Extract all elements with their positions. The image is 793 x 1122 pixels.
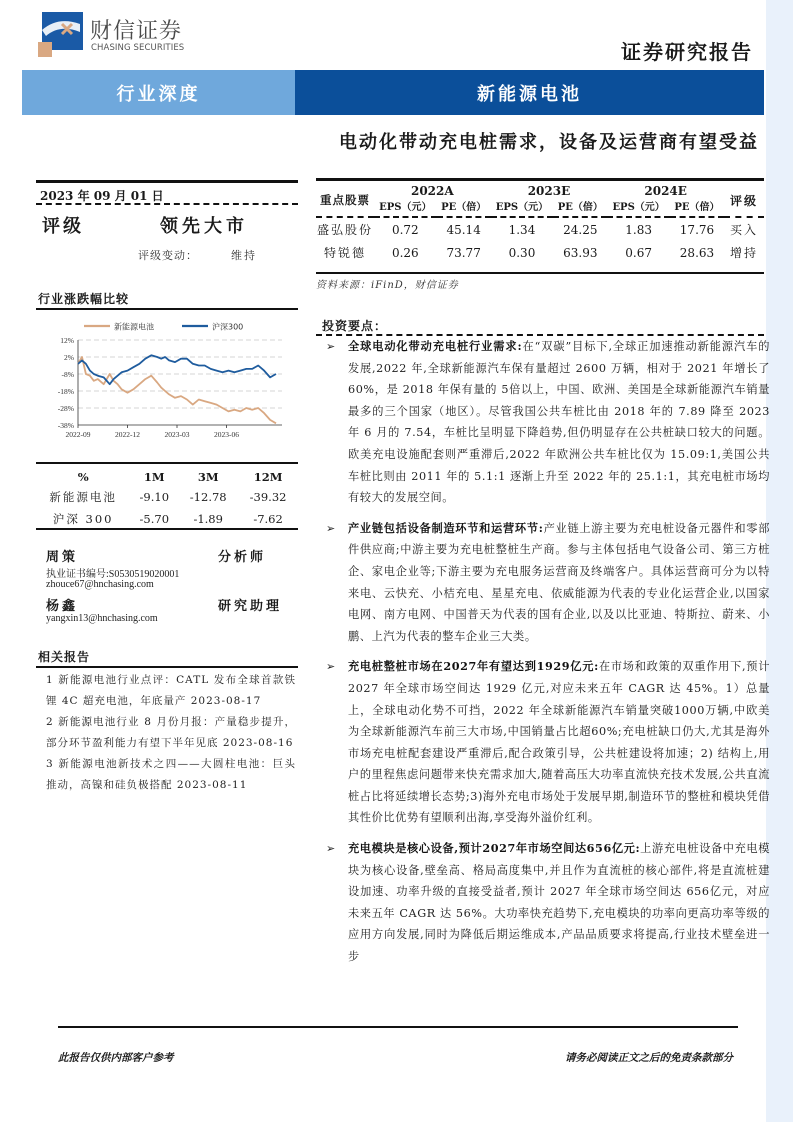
analyst-email[interactable]: yangxin13@hnchasing.com — [46, 613, 158, 624]
rating-label: 评级 — [42, 216, 84, 237]
table-row — [36, 486, 298, 508]
divider — [316, 272, 764, 274]
arrow-bullet-icon: ➢ — [326, 842, 336, 856]
performance-chart — [36, 318, 298, 443]
sub-header: EPS（元） — [612, 202, 665, 213]
cell-1m: -5.70 — [139, 512, 170, 526]
logo-mark-icon — [38, 12, 83, 57]
divider — [36, 666, 298, 668]
table-row — [36, 508, 298, 530]
analyst-license: 执业证书编号:S0530519020001 — [46, 569, 180, 580]
y-tick-label: -8% — [61, 370, 74, 379]
point-heading: 充电模块是核心设备,预计2027年市场空间达656亿元: — [348, 841, 641, 856]
cell: 1.83 — [625, 222, 652, 237]
analyst-name: 杨鑫 — [46, 599, 79, 614]
report-headline: 电动化带动充电桩需求，设备及运营商有望受益 — [339, 132, 759, 153]
table-subheader-row — [316, 198, 764, 217]
cell: 17.76 — [679, 222, 715, 237]
table-row — [316, 241, 764, 264]
cell: 0.26 — [391, 245, 419, 260]
divider — [36, 528, 298, 530]
cell-1m: -9.10 — [139, 490, 170, 504]
legend-label: 沪深300 — [212, 322, 244, 332]
col-header: 3M — [197, 470, 219, 484]
related-reports-list — [46, 670, 296, 796]
rating-value: 领先大市 — [160, 216, 248, 237]
cell-12m: -7.62 — [253, 512, 283, 526]
arrow-bullet-icon: ➢ — [326, 521, 336, 535]
sub-header: EPS（元） — [379, 202, 432, 213]
row-name: 沪深 300 — [52, 512, 114, 526]
investment-point — [316, 518, 770, 648]
y-tick-label: -28% — [57, 404, 74, 413]
cell: 24.25 — [563, 222, 598, 237]
sub-header: PE（倍） — [674, 202, 720, 213]
rating-change-label: 评级变动： — [138, 249, 198, 262]
stock-name: 特锐德 — [323, 246, 366, 260]
year-header: 2022A — [410, 184, 454, 198]
cell-3m: -1.89 — [193, 512, 223, 526]
analyst-role: 分析师 — [218, 550, 267, 565]
year-header: 2024E — [644, 184, 687, 198]
performance-table — [36, 464, 298, 530]
x-tick-label: 2022-12 — [115, 430, 140, 439]
point-body: 在“双碳”目标下,全球正加速推动新能源汽车的发展,2022 年,全球新能源汽车保有量超过 2600 万辆，相对于 2021 年增长了 60%，是 2018 年保有量的 5倍以上，中国、欧洲、美国是全球新能源汽车销量最多的三个国家（地区）。尽管我国公共车桩比由 2018 年的 7.89 降至 2023 年 6 月的 7.54，车桩比呈明显下降趋势,但仍明显存在公共桩缺口较大的问题。欧美充电设施配套则严重滞后,2022 年欧洲公共车桩比仅为 15.09:1,美国公共车桩比则由 2011 年的 5.1:1 逐渐上升至 2022 年的 25.1:1，其充电桩市场均有较大的发展空间。 — [348, 340, 770, 505]
year-header: 2023E — [527, 184, 571, 198]
cell: 0.67 — [625, 245, 652, 260]
stock-rating: 增持 — [729, 246, 758, 260]
point-body: 在市场和政策的双重作用下,预计 2027 年全球市场空间达 1929 亿元,对应未来五年 CAGR 达 45%。1）总量上，全球电动化势不可挡，2022 年全球新能源汽车销量突破1000万辆,中欧美为全球新能源汽车前三大市场,中国销量占比超60%;充电桩缺口仍大,尤其是海外市场充电桩配套建设严重滞后,配合政策引导，公共桩建设将加速；2) 结构上,用户的里程焦虑问题带来快充需求加大,随着高压大功率直流快充技术发展,公共直流桩占比将延续增长态势;3)海外充电市场处于发展早期,制造环节的整桩和模块凭借其性价比优势有望顺利出海,享受海外溢价红利。 — [348, 660, 770, 825]
investment-points — [316, 336, 770, 977]
related-report-item[interactable]: 3 新能源电池新技术之四——大圆柱电池：巨头推动，高镍和硅负极搭配 2023-08-11 — [46, 758, 296, 791]
y-tick-label: 2% — [64, 353, 74, 362]
stock-name: 盛弘股份 — [316, 223, 373, 237]
rating-change-value: 维持 — [231, 249, 257, 262]
investment-point — [316, 656, 770, 829]
point-body: 上游充电桩设备中充电模块为核心设备,壁垒高、格局高度集中,并且作为直流桩的核心部件,将是直流桩建设加速、功率升级的直接受益者,预计 2027 年全球市场空间达 656亿元，对应未来五年 CAGR 达 56%。大功率快充趋势下,充电模块的功率向更高功率等级的应用方向发展,同时为降低后期运维成本,产品品质要求将提高,行业技术壁垒进一步 — [348, 842, 770, 964]
analyst-email[interactable]: zhouce67@hnchasing.com — [46, 579, 154, 590]
series-line-csi300 — [78, 355, 276, 384]
divider — [36, 203, 298, 205]
col-header: 1M — [143, 470, 165, 484]
related-report-item[interactable]: 2 新能源电池行业 8 月份月报：产量稳步提升，部分环节盈利能力有望下半年见底 2023-08-16 — [46, 716, 296, 749]
row-name: 新能源电池 — [49, 490, 117, 504]
series-line-nev-battery — [78, 357, 276, 423]
report-type: 证券研究报告 — [621, 40, 753, 64]
cell: 1.34 — [508, 222, 536, 237]
divider — [36, 180, 298, 183]
stock-rating: 买入 — [729, 223, 758, 237]
point-heading: 产业链包括设备制造环节和运营环节: — [348, 520, 544, 535]
investment-point — [316, 336, 770, 509]
point-body: 产业链上游主要为充电桩设备元器件和零部件供应商;中游主要为充电桩整桩生产商。参与主体包括电气设备公司、第三方桩企、家电企业等;下游主要为充电服务运营商及终端客户。具体运营商可分为以特来电、云快充、小桔充电、星星充电、依威能源为代表的专业化运营企业,以国家电网、南方电网、中国普天为代表的国有企业,以及以比亚迪、特斯拉、蔚来、小鹏、上汽为代表的整车企业三大类。 — [348, 521, 770, 643]
table-source: 资料来源：iFinD，财信证券 — [316, 280, 459, 291]
sub-header: PE（倍） — [557, 202, 603, 213]
divider — [36, 308, 298, 310]
cell: 63.93 — [563, 245, 598, 260]
page-side-strip — [766, 0, 793, 1122]
x-tick-label: 2023-03 — [164, 430, 190, 439]
cell: 0.72 — [391, 222, 419, 237]
investment-point — [316, 838, 770, 968]
related-reports-title: 相关报告 — [38, 650, 91, 664]
x-tick-label: 2023-06 — [214, 430, 239, 439]
table-header-row — [316, 180, 764, 198]
cell: 0.30 — [508, 245, 536, 260]
table-header-row — [36, 464, 298, 486]
performance-chart-svg — [36, 318, 298, 443]
key-stocks-table — [316, 180, 764, 264]
logo-en-text: CHASING SECURITIES — [91, 43, 185, 53]
logo-cn-text: 财信证券 — [90, 19, 183, 44]
col-header: % — [77, 470, 89, 484]
analyst-role: 研究助理 — [218, 599, 283, 614]
industry-band: 新能源电池 — [295, 70, 764, 115]
footer-disclaimer-right: 请务必阅读正文之后的免责条款部分 — [565, 1052, 733, 1064]
analyst-name: 周策 — [46, 550, 79, 565]
footer-divider — [58, 1026, 738, 1028]
company-logo — [38, 12, 188, 58]
y-tick-label: 12% — [60, 336, 74, 345]
point-heading: 充电桩整桩市场在2027年有望达到1929亿元: — [348, 659, 599, 674]
cell-3m: -12.78 — [189, 490, 227, 504]
table-row — [316, 218, 764, 241]
cell: 73.77 — [446, 245, 481, 260]
cell: 45.14 — [446, 222, 481, 237]
investment-points-title: 投资要点： — [322, 319, 388, 333]
legend-label: 新能源电池 — [114, 322, 154, 332]
sub-header: EPS（元） — [495, 202, 549, 213]
y-tick-label: -18% — [57, 387, 74, 396]
related-report-item[interactable]: 1 新能源电池行业点评：CATL 发布全球首款铁锂 4C 超充电池，年底量产 2023-08-17 — [46, 674, 296, 707]
rating-header: 评级 — [729, 193, 758, 208]
point-heading: 全球电动化带动充电桩行业需求: — [348, 339, 523, 353]
chart-section-title: 行业涨跌幅比较 — [38, 292, 130, 306]
col-header: 12M — [253, 470, 283, 484]
cell: 28.63 — [679, 245, 715, 260]
footer-disclaimer-left: 此报告仅供内部客户参考 — [58, 1052, 174, 1064]
cell-12m: -39.32 — [249, 490, 287, 504]
x-tick-label: 2022-09 — [65, 430, 91, 439]
sub-header: PE（倍） — [441, 202, 487, 213]
col-header: 重点股票 — [320, 193, 370, 207]
report-date: 2023 年 09 月 01 日 — [40, 189, 164, 203]
category-band: 行业深度 — [22, 70, 295, 115]
y-tick-label: -38% — [57, 421, 74, 430]
arrow-bullet-icon: ➢ — [326, 340, 336, 353]
arrow-bullet-icon: ➢ — [326, 660, 336, 674]
